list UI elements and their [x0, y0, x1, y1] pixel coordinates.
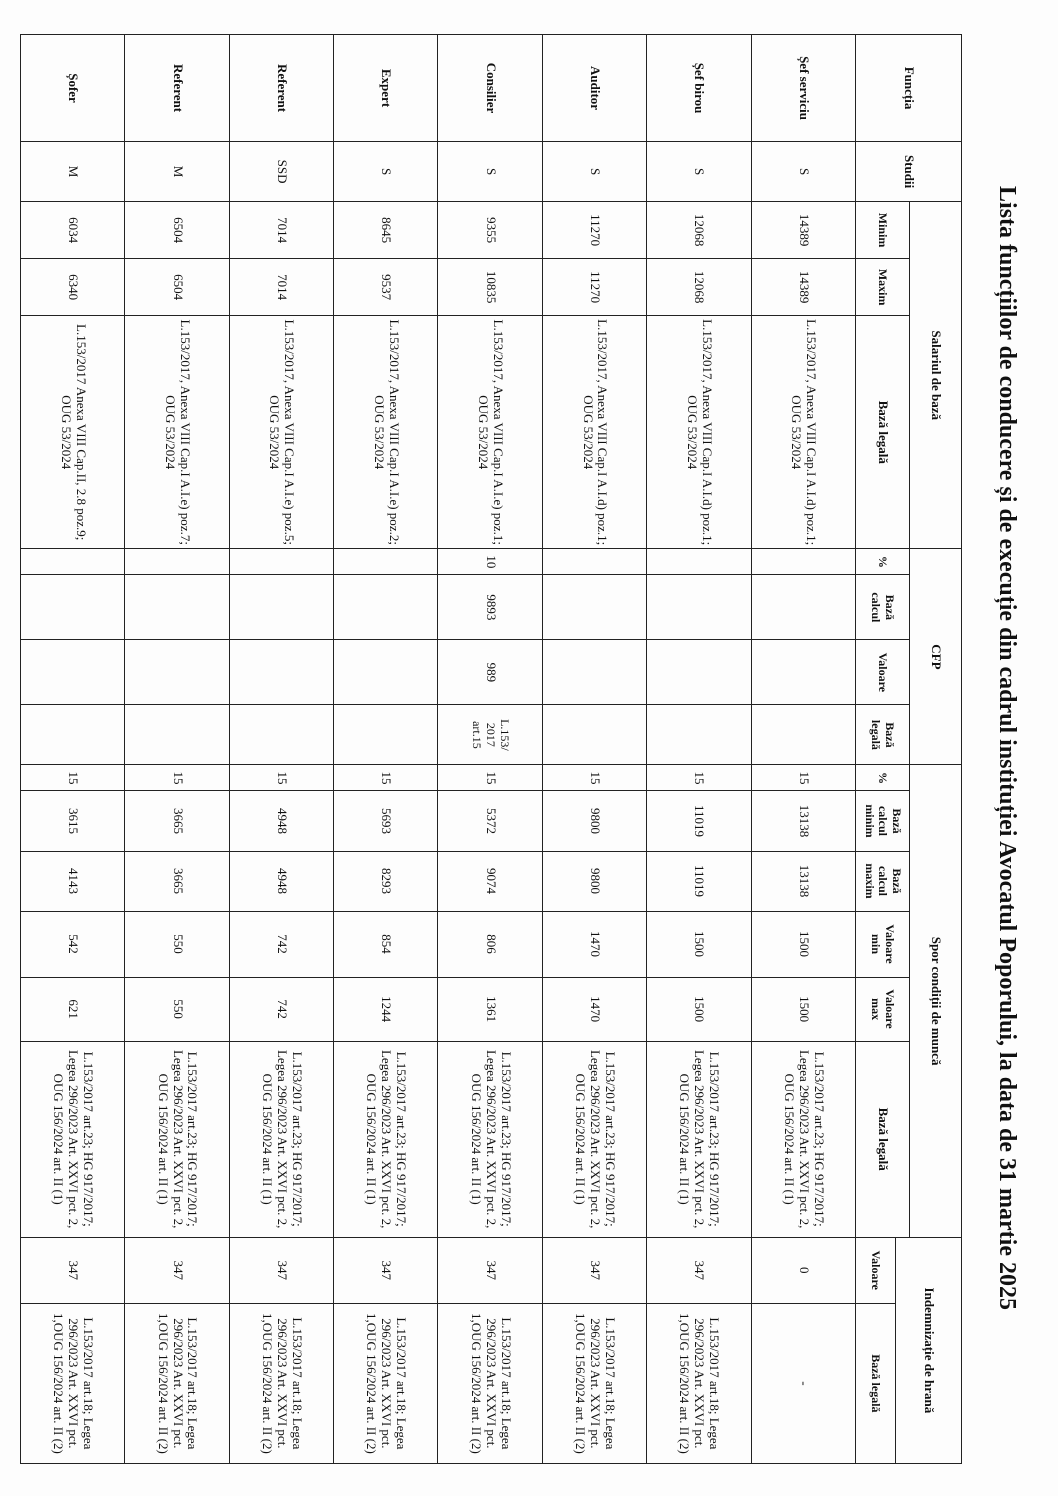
- cell-spor-baza-legala: L.153/2017 art.23; HG 917/2017; Legea 296/2023 Art. XXVI pct. 2, OUG 156/2024 art. II (1): [647, 1041, 751, 1237]
- cell-salariu-maxim: 10835: [438, 259, 542, 316]
- cell-functia: Șef serviciu: [751, 35, 855, 142]
- header-cfp-procent: %: [856, 549, 910, 575]
- cell-cfp-baza-calcul: [647, 575, 751, 640]
- cell-indemnizatie-valoare: 347: [438, 1237, 542, 1303]
- cell-cfp-baza-calcul: [125, 575, 229, 640]
- cell-indemnizatie-baza-legala: L.153/2017 art.18; Legea 296/2023 Art. XXVI pct. 1,OUG 156/2024 art. II (2): [542, 1303, 646, 1463]
- cell-spor-baza-calcul-minim: 5693: [334, 791, 438, 851]
- cell-indemnizatie-baza-legala: L.153/2017 art.18; Legea 296/2023 Art. XXVI pct. 1,OUG 156/2024 art. II (2): [647, 1303, 751, 1463]
- table-row: [21, 35, 125, 1464]
- cell-indemnizatie-baza-legala: -: [751, 1303, 855, 1463]
- cell-salariu-minim: 14389: [751, 202, 855, 259]
- cell-salariu-minim: 6034: [21, 202, 125, 259]
- cell-spor-valoare-min: 550: [125, 911, 229, 977]
- cell-cfp-valoare: [751, 640, 855, 705]
- cell-cfp-procent: 10: [438, 549, 542, 575]
- cell-cfp-baza-calcul: [542, 575, 646, 640]
- header-ind-valoare: Valoare: [856, 1237, 896, 1303]
- cell-spor-procent: 15: [334, 765, 438, 791]
- cell-spor-procent: 15: [21, 765, 125, 791]
- cell-cfp-baza-legala: [334, 705, 438, 765]
- cell-spor-baza-calcul-minim: 5372: [438, 791, 542, 851]
- cell-spor-valoare-min: 742: [229, 911, 333, 977]
- cell-indemnizatie-valoare: 347: [21, 1237, 125, 1303]
- cell-spor-baza-legala: L.153/2017 art.23; HG 917/2017; Legea 296/2023 Art. XXVI pct. 2, OUG 156/2024 art. II (1): [334, 1041, 438, 1237]
- cell-salariu-baza-legala: L.153/2017 Anexa VIII Cap.II, 2.8 poz.9; OUG 53/2024: [21, 316, 125, 549]
- cell-studii: S: [334, 142, 438, 202]
- cell-cfp-valoare: [647, 640, 751, 705]
- cell-functia: Șofer: [21, 35, 125, 142]
- cell-spor-baza-legala: L.153/2017 art.23; HG 917/2017; Legea 296/2023 Art. XXVI pct. 2, OUG 156/2024 art. II (1): [542, 1041, 646, 1237]
- document-title: Lista funcțiilor de conducere și de execuție din cadrul instituției Avocatul Poporului, la data de 31 martie 2025: [994, 186, 1020, 1310]
- cell-indemnizatie-baza-legala: L.153/2017 art.18; Legea 296/2023 Art. XXVI pct. 1,OUG 156/2024 art. II (2): [229, 1303, 333, 1463]
- cell-indemnizatie-valoare: 347: [125, 1237, 229, 1303]
- cell-salariu-maxim: 14389: [751, 259, 855, 316]
- cell-cfp-procent: [647, 549, 751, 575]
- header-spor-baza-legala: Bază legală: [856, 1041, 910, 1237]
- cell-cfp-baza-legala: [542, 705, 646, 765]
- cell-studii: M: [125, 142, 229, 202]
- cell-indemnizatie-baza-legala: L.153/2017 art.18; Legea 296/2023 Art. XXVI pct. 1,OUG 156/2024 art. II (2): [21, 1303, 125, 1463]
- cell-salariu-baza-legala: L.153/2017, Anexa VIII Cap.I A.I.e) poz.1; OUG 53/2024: [438, 316, 542, 549]
- cell-spor-baza-calcul-minim: 13138: [751, 791, 855, 851]
- cell-indemnizatie-valoare: 0: [751, 1237, 855, 1303]
- cell-cfp-procent: [229, 549, 333, 575]
- cell-spor-valoare-max: 550: [125, 977, 229, 1041]
- cell-spor-valoare-max: 621: [21, 977, 125, 1041]
- cell-spor-baza-legala: L.153/2017 art.23; HG 917/2017; Legea 296/2023 Art. XXVI pct. 2, OUG 156/2024 art. II (1): [751, 1041, 855, 1237]
- cell-cfp-procent: [334, 549, 438, 575]
- cell-spor-baza-calcul-minim: 9800: [542, 791, 646, 851]
- cell-cfp-baza-legala: [21, 705, 125, 765]
- cell-cfp-valoare: [334, 640, 438, 705]
- table-row: [125, 35, 229, 1464]
- cell-spor-valoare-max: 1500: [751, 977, 855, 1041]
- cell-spor-baza-calcul-minim: 3615: [21, 791, 125, 851]
- cell-indemnizatie-valoare: 347: [647, 1237, 751, 1303]
- salary-table: [20, 34, 962, 1464]
- cell-spor-valoare-min: 1500: [751, 911, 855, 977]
- cell-cfp-baza-calcul: [334, 575, 438, 640]
- cell-salariu-maxim: 7014: [229, 259, 333, 316]
- cell-spor-procent: 15: [229, 765, 333, 791]
- header-cfp-valoare: Valoare: [856, 640, 910, 705]
- header-minim: Minim: [856, 202, 910, 259]
- cell-spor-baza-legala: L.153/2017 art.23; HG 917/2017; Legea 296/2023 Art. XXVI pct. 2, OUG 156/2024 art. II (1): [229, 1041, 333, 1237]
- header-cfp-baza-calcul: Bază calcul: [856, 575, 910, 640]
- cell-cfp-procent: [21, 549, 125, 575]
- cell-salariu-minim: 9355: [438, 202, 542, 259]
- cell-cfp-baza-calcul: [751, 575, 855, 640]
- cell-salariu-baza-legala: L.153/2017, Anexa VIII Cap.I A.I.e) poz.5; OUG 53/2024: [229, 316, 333, 549]
- cell-salariu-maxim: 12068: [647, 259, 751, 316]
- cell-functia: Auditor: [542, 35, 646, 142]
- header-spor: Spor condiții de muncă: [910, 765, 962, 1237]
- cell-indemnizatie-valoare: 347: [542, 1237, 646, 1303]
- cell-indemnizatie-valoare: 347: [229, 1237, 333, 1303]
- header-spor-procent: %: [856, 765, 910, 791]
- header-studii: Studii: [856, 142, 962, 202]
- cell-spor-baza-legala: L.153/2017 art.23; HG 917/2017; Legea 296/2023 Art. XXVI pct. 2, OUG 156/2024 art. II (1): [438, 1041, 542, 1237]
- cell-indemnizatie-baza-legala: L.153/2017 art.18; Legea 296/2023 Art. XXVI pct. 1,OUG 156/2024 art. II (2): [334, 1303, 438, 1463]
- header-baza-calcul-maxim: Bază calcul maxim: [856, 851, 910, 911]
- cell-cfp-baza-legala: [229, 705, 333, 765]
- cell-cfp-valoare: 989: [438, 640, 542, 705]
- cell-spor-baza-calcul-maxim: 9074: [438, 851, 542, 911]
- cell-spor-baza-legala: L.153/2017 art.23; HG 917/2017; Legea 296/2023 Art. XXVI pct. 2, OUG 156/2024 art. II (1): [125, 1041, 229, 1237]
- header-valoare-max: Valoare max: [856, 977, 910, 1041]
- cell-salariu-baza-legala: L.153/2017, Anexa VIII Cap.I A.I.e) poz.7; OUG 53/2024: [125, 316, 229, 549]
- cell-functia: Referent: [229, 35, 333, 142]
- cell-salariu-minim: 6504: [125, 202, 229, 259]
- cell-functia: Consilier: [438, 35, 542, 142]
- cell-cfp-procent: [751, 549, 855, 575]
- cell-cfp-baza-legala: L.153/ 2017 art.15: [438, 705, 542, 765]
- cell-salariu-baza-legala: L.153/2017, Anexa VIII Cap.I A.I.e) poz.2; OUG 53/2024: [334, 316, 438, 549]
- cell-spor-baza-calcul-maxim: 4143: [21, 851, 125, 911]
- cell-spor-baza-calcul-minim: 3665: [125, 791, 229, 851]
- cell-spor-procent: 15: [751, 765, 855, 791]
- header-ind-baza-legala: Bază legală: [856, 1303, 896, 1463]
- cell-spor-valoare-min: 542: [21, 911, 125, 977]
- cell-spor-valoare-min: 854: [334, 911, 438, 977]
- cell-spor-procent: 15: [647, 765, 751, 791]
- cell-spor-baza-legala: L.153/2017 art.23; HG 917/2017; Legea 296/2023 Art. XXVI pct. 2, OUG 156/2024 art. II (1): [21, 1041, 125, 1237]
- cell-salariu-baza-legala: L.153/2017, Anexa VIII Cap.I A.I.d) poz.1; OUG 53/2024: [542, 316, 646, 549]
- cell-cfp-procent: [542, 549, 646, 575]
- cell-studii: S: [542, 142, 646, 202]
- cell-salariu-minim: 8645: [334, 202, 438, 259]
- cell-spor-valoare-max: 1500: [647, 977, 751, 1041]
- header-cfp-baza-legala: Bază legală: [856, 705, 910, 765]
- table-row: [438, 35, 542, 1464]
- cell-spor-baza-calcul-maxim: 8293: [334, 851, 438, 911]
- cell-cfp-valoare: [229, 640, 333, 705]
- cell-salariu-baza-legala: L.153/2017, Anexa VIII Cap.I A.I.d) poz.1; OUG 53/2024: [751, 316, 855, 549]
- cell-cfp-procent: [125, 549, 229, 575]
- cell-spor-baza-calcul-minim: 11019: [647, 791, 751, 851]
- cell-cfp-valoare: [542, 640, 646, 705]
- table-row: [229, 35, 333, 1464]
- cell-cfp-baza-legala: [751, 705, 855, 765]
- cell-salariu-minim: 11270: [542, 202, 646, 259]
- cell-spor-valoare-min: 1470: [542, 911, 646, 977]
- cell-studii: SSD: [229, 142, 333, 202]
- cell-spor-procent: 15: [125, 765, 229, 791]
- cell-studii: S: [751, 142, 855, 202]
- cell-salariu-maxim: 9537: [334, 259, 438, 316]
- header-baza-legala: Bază legală: [856, 316, 910, 549]
- cell-spor-baza-calcul-maxim: 3665: [125, 851, 229, 911]
- cell-spor-valoare-max: 1244: [334, 977, 438, 1041]
- cell-salariu-maxim: 6504: [125, 259, 229, 316]
- cell-spor-baza-calcul-maxim: 4948: [229, 851, 333, 911]
- cell-indemnizatie-baza-legala: L.153/2017 art.18; Legea 296/2023 Art. XXVI pct. 1,OUG 156/2024 art. II (2): [438, 1303, 542, 1463]
- cell-salariu-maxim: 6340: [21, 259, 125, 316]
- cell-spor-baza-calcul-maxim: 11019: [647, 851, 751, 911]
- cell-cfp-valoare: [21, 640, 125, 705]
- cell-salariu-maxim: 11270: [542, 259, 646, 316]
- cell-salariu-minim: 7014: [229, 202, 333, 259]
- cell-spor-valoare-min: 1500: [647, 911, 751, 977]
- header-cfp: CFP: [910, 549, 962, 765]
- cell-indemnizatie-valoare: 347: [334, 1237, 438, 1303]
- cell-cfp-valoare: [125, 640, 229, 705]
- cell-cfp-baza-legala: [647, 705, 751, 765]
- cell-spor-valoare-max: 742: [229, 977, 333, 1041]
- cell-functia: Șef birou: [647, 35, 751, 142]
- cell-functia: Expert: [334, 35, 438, 142]
- cell-spor-valoare-max: 1470: [542, 977, 646, 1041]
- cell-studii: S: [647, 142, 751, 202]
- cell-salariu-minim: 12068: [647, 202, 751, 259]
- cell-cfp-baza-legala: [125, 705, 229, 765]
- cell-spor-baza-calcul-maxim: 13138: [751, 851, 855, 911]
- header-baza-calcul-minim: Bază calcul minim: [856, 791, 910, 851]
- header-salariul-baza: Salariul de bază: [910, 202, 962, 549]
- cell-cfp-baza-calcul: 9893: [438, 575, 542, 640]
- table-row: [542, 35, 646, 1464]
- cell-cfp-baza-calcul: [21, 575, 125, 640]
- header-functia: Funcția: [856, 35, 962, 142]
- header-maxim: Maxim: [856, 259, 910, 316]
- cell-salariu-baza-legala: L.153/2017, Anexa VIII Cap.I A.I.d) poz.1; OUG 53/2024: [647, 316, 751, 549]
- header-indemnizatie: Indemnizație de hrană: [896, 1237, 962, 1463]
- table-row: [751, 35, 855, 1464]
- cell-functia: Referent: [125, 35, 229, 142]
- table-row: [647, 35, 751, 1464]
- table-row: [334, 35, 438, 1464]
- header-valoare-min: Valoare min: [856, 911, 910, 977]
- cell-cfp-baza-calcul: [229, 575, 333, 640]
- cell-spor-procent: 15: [542, 765, 646, 791]
- cell-spor-baza-calcul-maxim: 9800: [542, 851, 646, 911]
- cell-spor-baza-calcul-minim: 4948: [229, 791, 333, 851]
- cell-studii: M: [21, 142, 125, 202]
- cell-spor-valoare-min: 806: [438, 911, 542, 977]
- cell-spor-procent: 15: [438, 765, 542, 791]
- cell-studii: S: [438, 142, 542, 202]
- cell-indemnizatie-baza-legala: L.153/2017 art.18; Legea 296/2023 Art. XXVI pct. 1,OUG 156/2024 art. II (2): [125, 1303, 229, 1463]
- cell-spor-valoare-max: 1361: [438, 977, 542, 1041]
